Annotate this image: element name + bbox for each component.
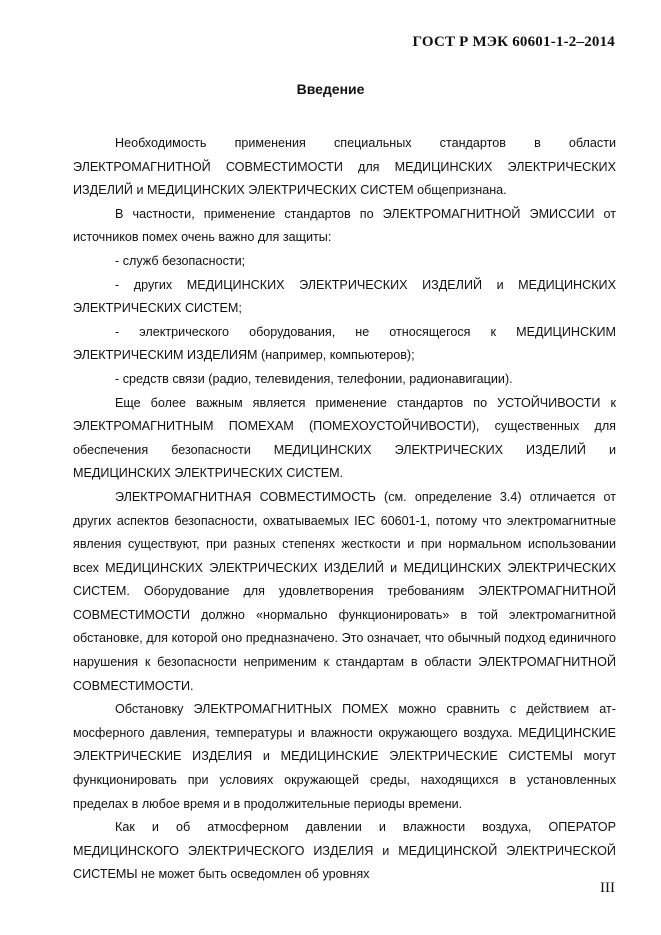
list-item-4: - средств связи (радио, телевидения, телефонии, радионавигации). [115,371,513,386]
list-item-3: - электрического оборудования, не относящегося к МЕДИЦИНСКИМ ЭЛЕКТРИЧЕСКИМ ИЗДЕЛИЯМ (например, компьютеров); [73,324,616,363]
body-text [73,132,616,887]
paragraph-1: Необходимость применения специальных стандартов в области ЭЛЕКТРОМАГНИТНОЙ СОВМЕСТИМОСТИ для МЕДИЦИНСКИХ ЭЛЕКТРИЧЕСКИХ ИЗДЕЛИЙ и МЕДИЦИНСКИХ ЭЛЕКТРИЧЕСКИХ СИСТЕМ общепризнана. [73,136,616,198]
paragraph-5: Обстановку ЭЛЕКТРОМАГНИТНЫХ ПОМЕХ можно сравнить с действием атмосферного давления, температуры и влажности окружающего воздуха. МЕДИЦИНСКИЕ ЭЛЕКТРИЧЕСКИЕ ИЗДЕЛИЯ и МЕДИЦИНСКИЕ ЭЛЕКТРИЧЕСКИЕ СИСТЕМЫ могут функционировать при условиях окружающей среды, находящихся в установленных пределах в любое время и в продолжительные периоды времени. [73,702,616,811]
paragraph-2: В частности, применение стандартов по ЭЛЕКТРОМАГНИТНОЙ ЭМИССИИ от источников помех очень важно для защиты: [73,206,616,245]
list-item-2: - других МЕДИЦИНСКИХ ЭЛЕКТРИЧЕСКИХ ИЗДЕЛИЙ и МЕДИЦИНСКИХ ЭЛЕКТРИЧЕСКИХ СИСТЕМ; [73,277,616,316]
page-number: III [600,880,615,896]
section-title: Введение [296,81,365,97]
paragraph-3: Еще более важным является применение стандартов по УСТОЙЧИВОСТИ к ЭЛЕКТРОМАГНИТНЫМ ПОМЕХАМ (ПОМЕХОУСТОЙЧИВОСТИ), существенных для обеспечения безопасности МЕДИЦИНСКИХ ЭЛЕКТРИЧЕСКИХ ИЗДЕЛИЙ и МЕДИЦИНСКИХ ЭЛЕКТРИЧЕСКИХ СИСТЕМ. [73,395,616,481]
list-item-1: - служб безопасности; [115,253,246,268]
paragraph-4: ЭЛЕКТРОМАГНИТНАЯ СОВМЕСТИМОСТЬ (см. определение 3.4) отличается от других аспектов безопасности, охватываемых IEC 60601-1, потому что электромагнитные явления существуют, при разных степенях жесткости и при нормальном использовании всех МЕДИЦИНСКИХ ЭЛЕКТРИЧЕСКИХ ИЗДЕЛИЙ и МЕДИЦИНСКИХ ЭЛЕКТРИЧЕСКИХ СИСТЕМ. Оборудование для удовлетворения требованиям ЭЛЕКТРОМАГНИТНОЙ СОВМЕСТИМОСТИ должно «нормально функционировать» в той электромагнитной обстановке, для которой оно предназначено. Это означает, что обычный подход единичного нарушения к безопасности неприменим к стандартам в области ЭЛЕКТРОМАГНИТНОЙ СОВМЕСТИМОСТИ. [73,489,616,693]
paragraph-6: Как и об атмосферном давлении и влажности воздуха, ОПЕРАТОР МЕДИЦИНСКОГО ЭЛЕКТРИЧЕСКОГО ИЗДЕЛИЯ и МЕДИЦИНСКОЙ ЭЛЕКТРИЧЕСКОЙ СИСТЕМЫ не может быть осведомлен об уровнях [73,820,616,882]
document-header: ГОСТ Р МЭК 60601-1-2–2014 [412,34,615,50]
